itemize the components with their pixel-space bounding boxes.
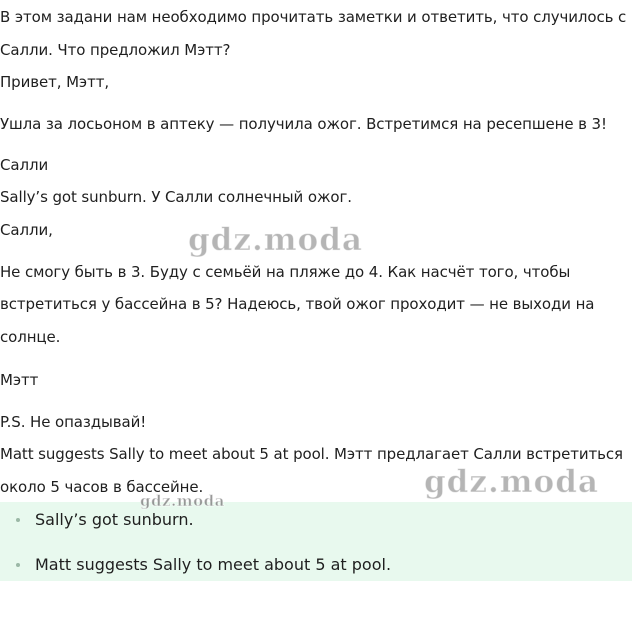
bullet-icon — [16, 563, 20, 567]
summary-list-item — [16, 555, 391, 575]
text-line: Ушла за лосьоном в аптеку — получила ожог. Встретимся на ресепшене в 3! — [0, 115, 607, 133]
text-line: P.S. Не опаздывай! — [0, 413, 147, 431]
text-line: В этом задани нам необходимо прочитать заметки и ответить, что случилось с — [0, 8, 627, 26]
text-line: Салли, — [0, 221, 53, 239]
summary-item-text: Sally’s got sunburn. — [35, 510, 194, 529]
watermark: gdz.moda — [188, 222, 363, 258]
text-line: около 5 часов в бассейне. — [0, 478, 204, 496]
text-line: Matt suggests Sally to meet about 5 at pool. Мэтт предлагает Салли встретиться — [0, 445, 623, 463]
text-line: Мэтт — [0, 371, 39, 389]
text-line: Sally’s got sunburn. У Салли солнечный ожог. — [0, 188, 352, 206]
summary-box — [0, 502, 632, 581]
text-line: солнце. — [0, 328, 61, 346]
watermark: gdz.moda — [140, 492, 225, 510]
text-line: Не смогу быть в 3. Буду с семьёй на пляже до 4. Как насчёт того, чтобы — [0, 263, 571, 281]
summary-list-item — [16, 510, 194, 530]
summary-item-text: Matt suggests Sally to meet about 5 at pool. — [35, 555, 392, 574]
text-line: Привет, Мэтт, — [0, 73, 110, 91]
text-line: Салли — [0, 156, 49, 174]
text-line: Салли. Что предложил Мэтт? — [0, 41, 231, 59]
text-line: встретиться у бассейна в 5? Надеюсь, твой ожог проходит — не выходи на — [0, 295, 595, 313]
watermark: gdz.moda — [424, 464, 599, 500]
bullet-icon — [16, 518, 20, 522]
